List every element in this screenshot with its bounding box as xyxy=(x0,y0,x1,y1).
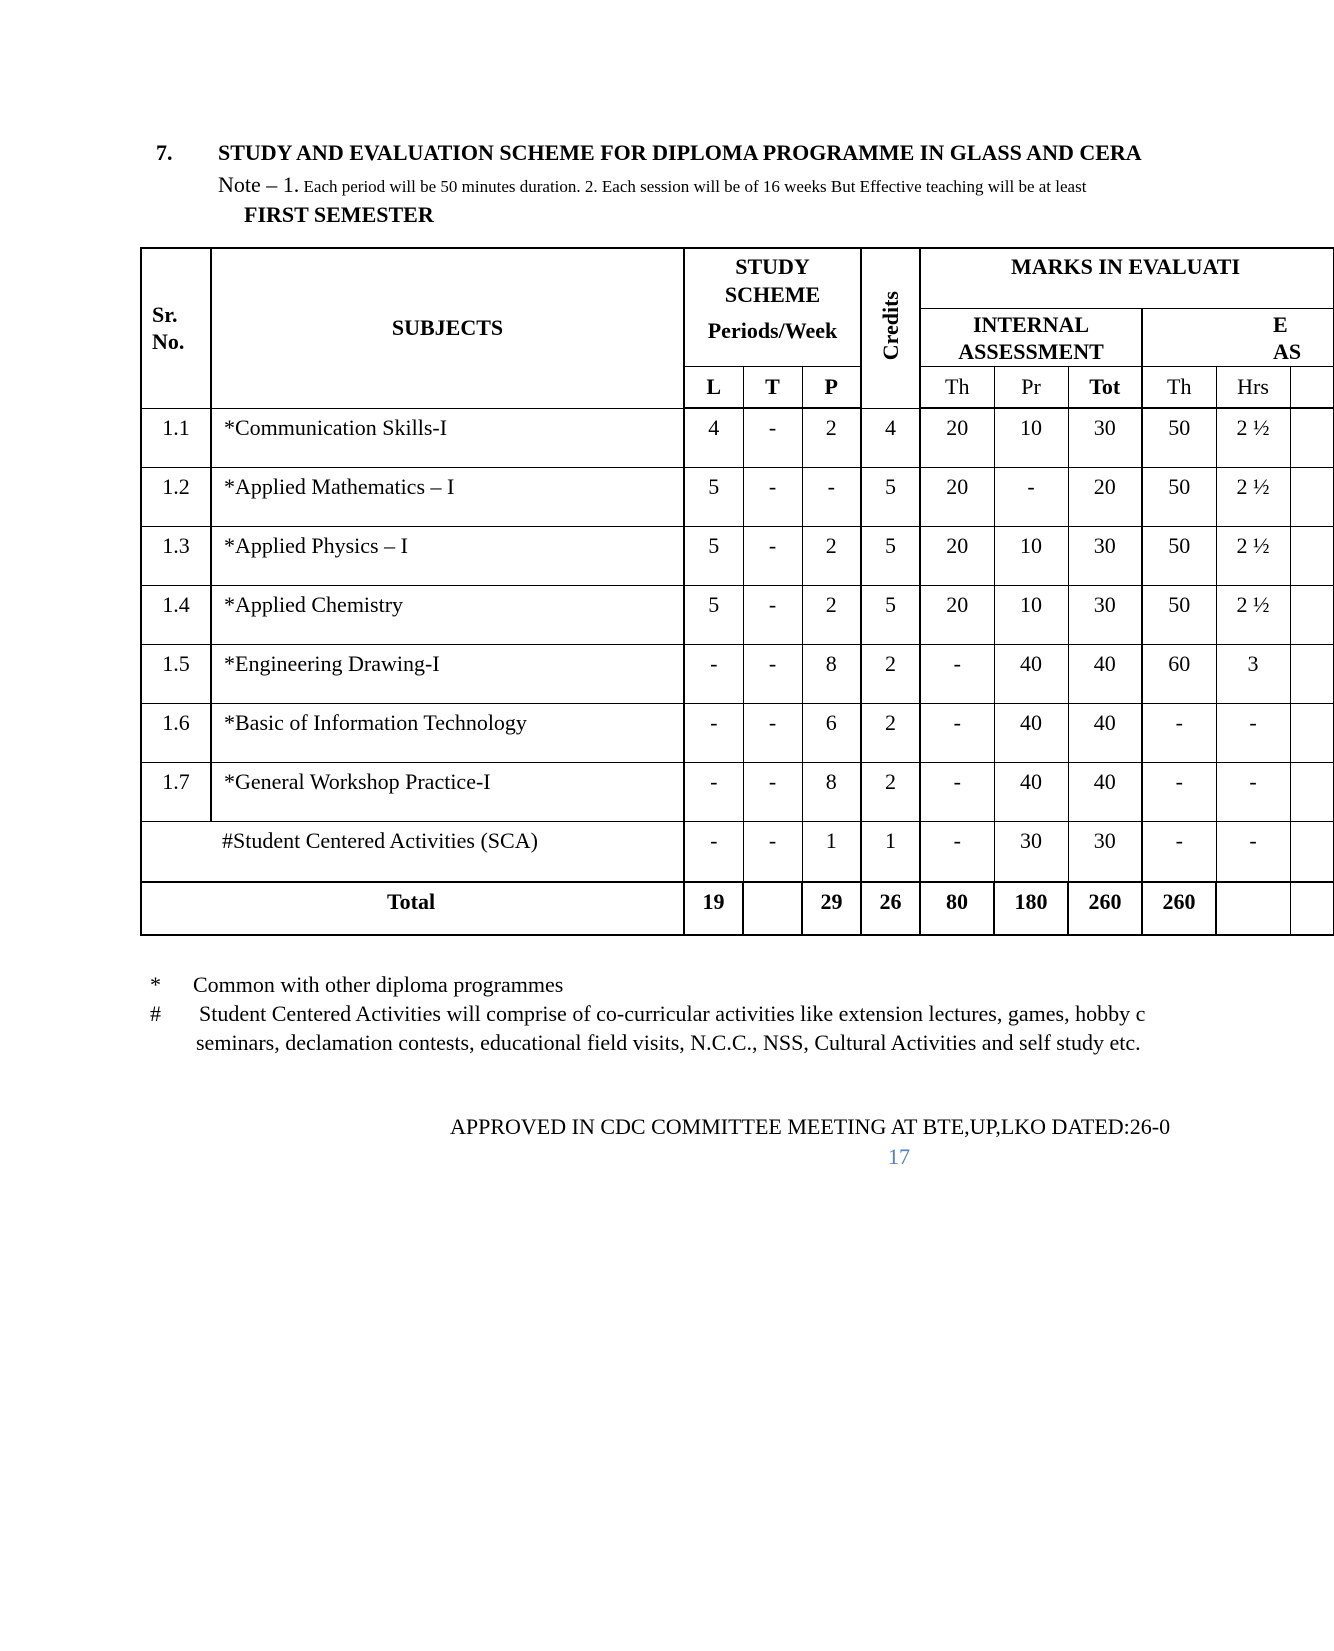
t-cell: - xyxy=(743,467,802,526)
external-assessment-header xyxy=(1142,308,1333,366)
table-row xyxy=(141,762,1333,821)
p-cell: 8 xyxy=(802,644,861,703)
t-cell: - xyxy=(743,821,802,882)
footnote-hash-text-line2: seminars, declamation contests, educational field visits, N.C.C., NSS, Cultural Activities and self study etc. xyxy=(196,1030,1141,1055)
subjects-header: SUBJECTS xyxy=(211,248,684,408)
total-int-th: 80 xyxy=(920,882,994,935)
int-tot-cell: 40 xyxy=(1068,644,1142,703)
marks-in-evaluation-header: MARKS IN EVALUATI xyxy=(920,248,1333,308)
ext-hrs-cell: - xyxy=(1216,703,1290,762)
footnote-hash-mark: # xyxy=(150,1001,161,1026)
total-label: Total xyxy=(141,882,684,935)
study-scheme-header xyxy=(684,248,861,366)
int-th-cell: 20 xyxy=(920,526,994,585)
external-line1: E xyxy=(1273,311,1288,337)
p-cell: - xyxy=(802,467,861,526)
ext-overflow-cell xyxy=(1290,408,1333,467)
subject-cell: #Student Centered Activities (SCA) xyxy=(141,821,684,882)
total-row xyxy=(141,882,1333,935)
ext-hrs-cell: - xyxy=(1216,821,1290,882)
page-number: 17 xyxy=(888,1144,910,1169)
internal-assessment-header xyxy=(920,308,1142,366)
table-row xyxy=(141,821,1333,882)
t-cell: - xyxy=(743,703,802,762)
sr-no-header-line2: No. xyxy=(152,329,185,355)
ext-overflow-cell xyxy=(1290,703,1333,762)
ext-th-cell: 50 xyxy=(1142,408,1216,467)
int-th-cell: 20 xyxy=(920,467,994,526)
p-cell: 2 xyxy=(802,585,861,644)
p-cell: 6 xyxy=(802,703,861,762)
total-int-tot: 260 xyxy=(1068,882,1142,935)
l-header: L xyxy=(684,366,743,408)
p-cell: 8 xyxy=(802,762,861,821)
credits-cell: 2 xyxy=(861,644,920,703)
periods-week-label: Periods/Week xyxy=(707,318,838,343)
external-line2: AS xyxy=(1273,338,1302,364)
ext-th-cell: - xyxy=(1142,762,1216,821)
int-th-header: Th xyxy=(920,366,994,408)
l-cell: 5 xyxy=(684,526,743,585)
int-pr-cell: 10 xyxy=(994,585,1068,644)
ext-th-cell: 50 xyxy=(1142,585,1216,644)
int-tot-header: Tot xyxy=(1068,366,1142,408)
ext-overflow-cell xyxy=(1290,585,1333,644)
note-prefix: Note – 1. xyxy=(218,172,300,197)
int-th-cell: 20 xyxy=(920,585,994,644)
study-scheme-line1: STUDY xyxy=(735,254,810,279)
table-row xyxy=(141,644,1333,703)
t-cell: - xyxy=(743,644,802,703)
l-cell: - xyxy=(684,703,743,762)
sr-cell: 1.2 xyxy=(141,467,211,526)
ext-overflow-cell xyxy=(1290,467,1333,526)
internal-line1: INTERNAL xyxy=(972,311,1090,337)
p-cell: 1 xyxy=(802,821,861,882)
total-credits: 26 xyxy=(861,882,920,935)
l-cell: - xyxy=(684,762,743,821)
total-l: 19 xyxy=(684,882,743,935)
l-cell: 5 xyxy=(684,585,743,644)
subject-cell: *Applied Mathematics – I xyxy=(211,467,684,526)
credits-header xyxy=(861,248,920,408)
ext-hrs-cell: - xyxy=(1216,762,1290,821)
subject-cell: *Applied Chemistry xyxy=(211,585,684,644)
evaluation-scheme-table-wrapper xyxy=(140,247,1302,942)
credits-cell: 1 xyxy=(861,821,920,882)
int-th-cell: - xyxy=(920,762,994,821)
t-cell: - xyxy=(743,585,802,644)
approval-note: APPROVED IN CDC COMMITTEE MEETING AT BTE,UP,LKO DATED:26-0 xyxy=(450,1114,1171,1139)
internal-line2: ASSESSMENT xyxy=(958,338,1104,364)
p-cell: 2 xyxy=(802,526,861,585)
credits-cell: 4 xyxy=(861,408,920,467)
section-heading: STUDY AND EVALUATION SCHEME FOR DIPLOMA PROGRAMME IN GLASS AND CERA xyxy=(218,140,1142,165)
t-cell: - xyxy=(743,762,802,821)
credits-cell: 5 xyxy=(861,467,920,526)
int-pr-cell: 30 xyxy=(994,821,1068,882)
ext-th-cell: 50 xyxy=(1142,526,1216,585)
p-cell: 2 xyxy=(802,408,861,467)
ext-overflow-cell xyxy=(1290,821,1333,882)
ext-hrs-cell: 2 ½ xyxy=(1216,585,1290,644)
ext-hrs-cell: 3 xyxy=(1216,644,1290,703)
int-th-cell: - xyxy=(920,703,994,762)
subject-cell: *Basic of Information Technology xyxy=(211,703,684,762)
ext-overflow-cell xyxy=(1290,644,1333,703)
int-th-cell: - xyxy=(920,821,994,882)
int-pr-cell: 10 xyxy=(994,526,1068,585)
subject-cell: *Communication Skills-I xyxy=(211,408,684,467)
subject-cell: *Applied Physics – I xyxy=(211,526,684,585)
int-tot-cell: 30 xyxy=(1068,408,1142,467)
int-tot-cell: 30 xyxy=(1068,526,1142,585)
ext-hrs-cell: 2 ½ xyxy=(1216,467,1290,526)
sr-cell: 1.7 xyxy=(141,762,211,821)
ext-th-header: Th xyxy=(1142,366,1216,408)
int-pr-cell: - xyxy=(994,467,1068,526)
total-ext-hrs xyxy=(1216,882,1290,935)
total-overflow xyxy=(1290,882,1333,935)
footnote-star-mark: * xyxy=(150,972,161,997)
l-cell: 5 xyxy=(684,467,743,526)
total-int-pr: 180 xyxy=(994,882,1068,935)
sr-cell: 1.4 xyxy=(141,585,211,644)
t-cell: - xyxy=(743,526,802,585)
ext-hrs-cell: 2 ½ xyxy=(1216,526,1290,585)
evaluation-scheme-table xyxy=(140,247,1334,936)
ext-th-cell: - xyxy=(1142,703,1216,762)
int-pr-cell: 10 xyxy=(994,408,1068,467)
table-row xyxy=(141,467,1333,526)
note-line xyxy=(218,172,1086,198)
sr-no-header-line1: Sr. xyxy=(152,302,178,328)
t-cell: - xyxy=(743,408,802,467)
ext-overflow-header xyxy=(1290,366,1333,408)
sr-no-header xyxy=(141,248,211,408)
sr-cell: 1.5 xyxy=(141,644,211,703)
ext-hrs-header: Hrs xyxy=(1216,366,1290,408)
l-cell: - xyxy=(684,644,743,703)
ext-overflow-cell xyxy=(1290,762,1333,821)
footnote-hash-text-line1: Student Centered Activities will comprise of co-curricular activities like extension lectures, games, hobby c xyxy=(199,1001,1146,1026)
credits-cell: 5 xyxy=(861,585,920,644)
note-text: Each period will be 50 minutes duration. 2. Each session will be of 16 weeks But Effective teaching will be at least xyxy=(299,177,1087,196)
int-tot-cell: 30 xyxy=(1068,821,1142,882)
l-cell: - xyxy=(684,821,743,882)
ext-th-cell: 50 xyxy=(1142,467,1216,526)
credits-cell: 2 xyxy=(861,762,920,821)
ext-th-cell: 60 xyxy=(1142,644,1216,703)
int-tot-cell: 40 xyxy=(1068,762,1142,821)
sr-cell: 1.3 xyxy=(141,526,211,585)
table-row xyxy=(141,408,1333,467)
subject-cell: *General Workshop Practice-I xyxy=(211,762,684,821)
total-p: 29 xyxy=(802,882,861,935)
study-scheme-line2: SCHEME xyxy=(724,282,821,307)
t-header: T xyxy=(743,366,802,408)
total-t xyxy=(743,882,802,935)
int-tot-cell: 30 xyxy=(1068,585,1142,644)
int-tot-cell: 40 xyxy=(1068,703,1142,762)
subject-cell: *Engineering Drawing-I xyxy=(211,644,684,703)
credits-header-label: Credits xyxy=(877,290,903,360)
int-pr-cell: 40 xyxy=(994,644,1068,703)
table-row xyxy=(141,585,1333,644)
p-header: P xyxy=(802,366,861,408)
semester-title: FIRST SEMESTER xyxy=(244,202,434,227)
int-th-cell: 20 xyxy=(920,408,994,467)
ext-hrs-cell: 2 ½ xyxy=(1216,408,1290,467)
section-number: 7. xyxy=(156,140,173,165)
int-pr-cell: 40 xyxy=(994,762,1068,821)
int-pr-cell: 40 xyxy=(994,703,1068,762)
ext-overflow-cell xyxy=(1290,526,1333,585)
sr-cell: 1.6 xyxy=(141,703,211,762)
int-tot-cell: 20 xyxy=(1068,467,1142,526)
int-th-cell: - xyxy=(920,644,994,703)
credits-cell: 2 xyxy=(861,703,920,762)
sr-cell: 1.1 xyxy=(141,408,211,467)
ext-th-cell: - xyxy=(1142,821,1216,882)
l-cell: 4 xyxy=(684,408,743,467)
table-row xyxy=(141,703,1333,762)
total-ext-th: 260 xyxy=(1142,882,1216,935)
credits-cell: 5 xyxy=(861,526,920,585)
int-pr-header: Pr xyxy=(994,366,1068,408)
footnote-star-text: Common with other diploma programmes xyxy=(193,972,564,997)
table-row xyxy=(141,526,1333,585)
